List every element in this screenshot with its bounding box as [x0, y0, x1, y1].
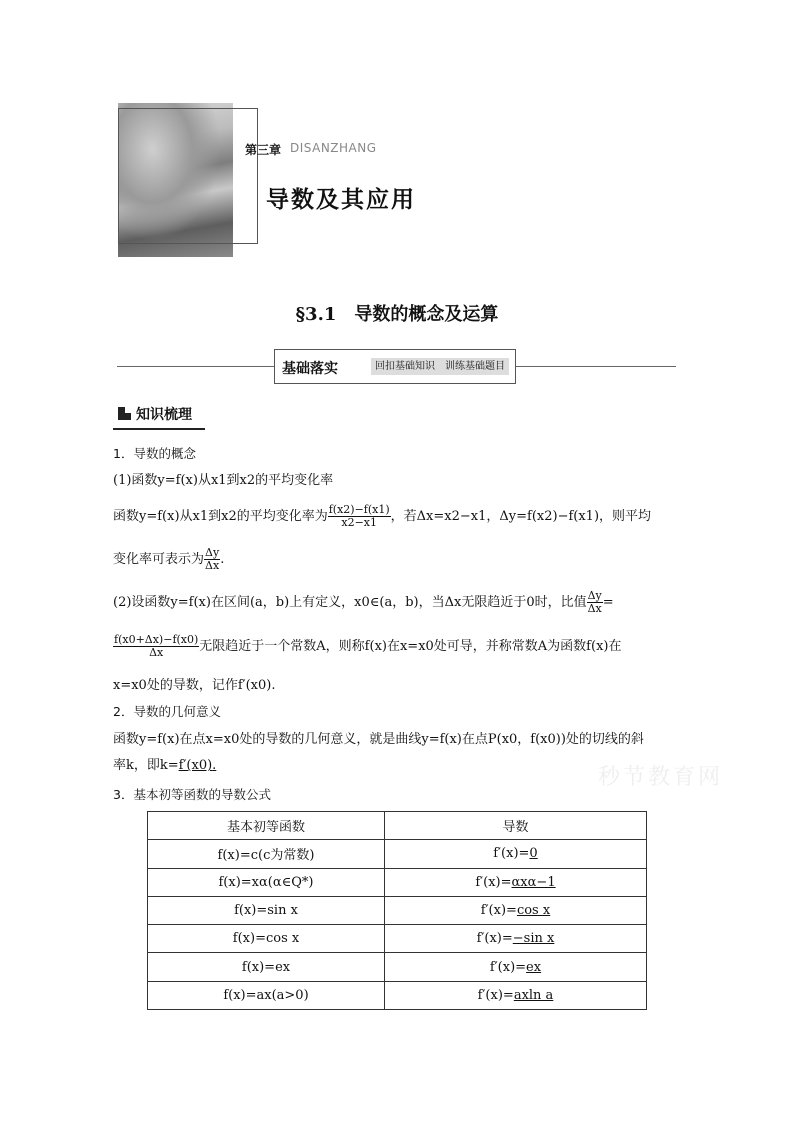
table-row — [148, 896, 647, 924]
table-header-cell: 基本初等函数 — [148, 812, 385, 840]
s1-p2: 函数y=f(x)从x1到x2的平均变化率为 $\frac{f(x2)-f(x1)}{x2-x1}$ ，若Δx=x2−x1，Δy=f(x2)−f(x1)，则平均 — [113, 503, 652, 529]
derivative-formula-table — [147, 811, 647, 1010]
dy-dx-fraction: $\frac{\Delta y}{\Delta x}$ — [205, 546, 220, 572]
square-icon — [118, 407, 131, 420]
s2-heading: 2．导数的几何意义 — [113, 704, 221, 719]
section-title: §3.1 导数的概念及运算 — [295, 304, 499, 325]
s1-p6: x=x0处的导数，记作f′(x0). — [113, 678, 276, 693]
chapter-label: 第三章 — [245, 143, 282, 157]
table-cell-function: f(x)=sin x — [148, 896, 385, 924]
table-row — [148, 981, 647, 1009]
table-cell-derivative: f′(x)=axln a — [385, 981, 647, 1009]
table-row — [148, 868, 647, 896]
chapter-english: DISANZHANG — [290, 141, 377, 155]
s2-p1: 函数y=f(x)在点x=x0处的导数的几何意义，就是曲线y=f(x)在点P(x0，f(x0))处的切线的斜 — [113, 732, 644, 747]
chapter-frame — [118, 108, 258, 244]
ratio-fraction: $\frac{\Delta y}{\Delta x}$ — [587, 589, 602, 615]
table-cell-function: f(x)=cos x — [148, 925, 385, 953]
table-cell-derivative: f′(x)=0 — [385, 840, 647, 868]
derivative-fraction: $\frac{f(x0+\Delta x)-f(x0)}{\Delta x}$ — [114, 633, 199, 659]
table-cell-function: f(x)=ex — [148, 953, 385, 981]
s1-p5: $\frac{f(x0+\Delta x)-f(x0)}{\Delta x}$ 无限趋近于一个常数A，则称f(x)在x=x0处可导，并称常数A为函数f(x)在 — [114, 633, 622, 659]
s3-heading: 3．基本初等函数的导数公式 — [113, 787, 271, 802]
table-cell-function: f(x)=c(c为常数) — [148, 840, 385, 868]
table-header-cell: 导数 — [385, 812, 647, 840]
table-cell-function: f(x)=xα(α∈Q*) — [148, 868, 385, 896]
banner-main: 基础落实 — [282, 361, 338, 377]
banner-rule-right — [516, 366, 676, 367]
s1-p1: (1)函数y=f(x)从x1到x2的平均变化率 — [113, 473, 334, 488]
table-cell-derivative: f′(x)=−sin x — [385, 925, 647, 953]
table-cell-derivative: f′(x)=αxα−1 — [385, 868, 647, 896]
chapter-title: 导数及其应用 — [266, 187, 416, 213]
table-row — [148, 925, 647, 953]
knowledge-underline — [113, 428, 205, 430]
table-header-row — [148, 812, 647, 840]
knowledge-title: 知识梳理 — [136, 407, 192, 423]
answer-blank: f′(x0) — [178, 758, 213, 773]
banner-rule-left — [117, 366, 274, 367]
banner-tag: 回扣基础知识 训练基础题目 — [371, 358, 509, 375]
s1-p4: (2)设函数y=f(x)在区间(a，b)上有定义，x0∈(a，b)，当Δx无限趋近于0时，比值 $\frac{\Delta y}{\Delta x}$ = — [113, 589, 614, 615]
s1-p3: 变化率可表示为 $\frac{\Delta y}{\Delta x}$ . — [113, 546, 225, 572]
table-cell-function: f(x)=ax(a>0) — [148, 981, 385, 1009]
s2-p2: 率k，即k=f′(x0). — [113, 758, 217, 773]
table-row — [148, 840, 647, 868]
s1-heading: 1．导数的概念 — [113, 446, 196, 461]
table-cell-derivative: f′(x)=cos x — [385, 896, 647, 924]
watermark: 秒节教育网 — [598, 765, 724, 790]
avg-rate-fraction: $\frac{f(x2)-f(x1)}{x2-x1}$ — [328, 503, 390, 529]
table-row — [148, 953, 647, 981]
table-cell-derivative: f′(x)=ex — [385, 953, 647, 981]
